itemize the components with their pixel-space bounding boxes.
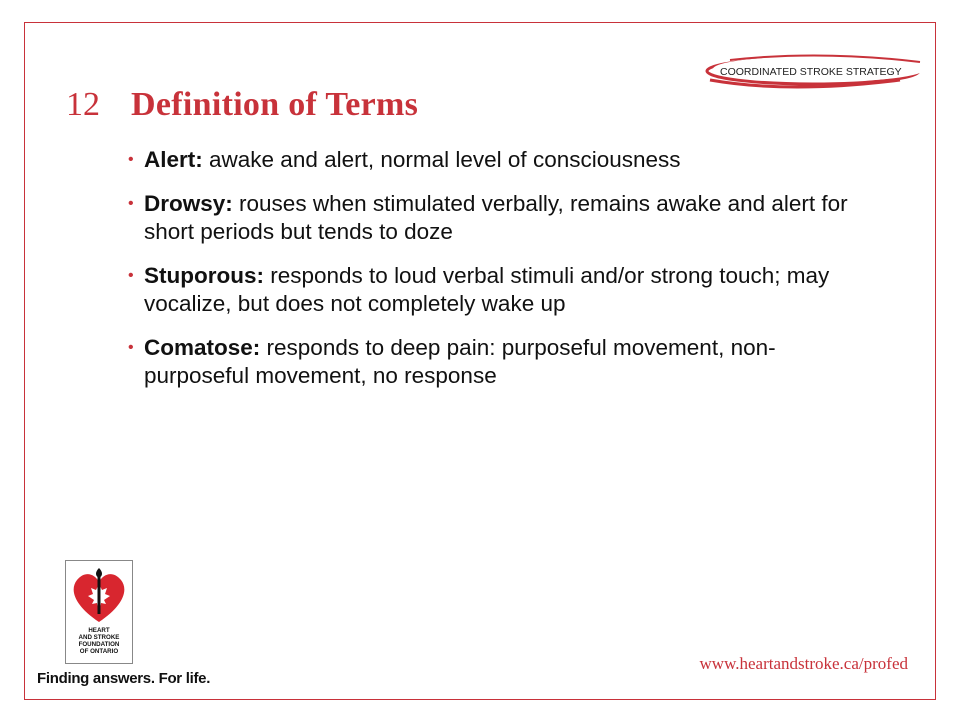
coordinated-stroke-strategy-logo xyxy=(700,50,930,94)
heart-and-stroke-foundation-logo xyxy=(65,560,133,664)
definition-item-alert xyxy=(128,146,848,174)
svg-text:HEART: HEART xyxy=(88,627,110,634)
term-label: Alert: xyxy=(144,147,203,172)
svg-text:FOUNDATION: FOUNDATION xyxy=(78,641,120,648)
slide-number: 12 xyxy=(66,86,100,123)
coordinated-stroke-strategy-text: COORDINATED STROKE STRATEGY xyxy=(720,66,902,78)
bullet-dot-icon: • xyxy=(128,267,134,284)
term-definition: awake and alert, normal level of consciousness xyxy=(202,147,681,172)
slide-title: Definition of Terms xyxy=(131,86,419,123)
term-label: Drowsy: xyxy=(144,191,233,216)
term-definition: responds to deep pain: purposeful movement, non-purposeful movement, no response xyxy=(144,335,776,388)
definition-item-comatose xyxy=(128,334,848,390)
definition-list xyxy=(128,146,848,406)
tagline: Finding answers. For life. xyxy=(37,670,211,687)
bullet-dot-icon: • xyxy=(128,195,134,212)
definition-item-drowsy xyxy=(128,190,848,246)
term-label: Comatose: xyxy=(144,335,261,360)
svg-text:OF ONTARIO: OF ONTARIO xyxy=(79,648,119,655)
term-definition: responds to loud verbal stimuli and/or strong touch; may vocalize, but does not completely wake up xyxy=(144,263,830,316)
definition-item-stuporous xyxy=(128,262,848,318)
term-label: Stuporous: xyxy=(144,263,264,288)
svg-text:AND STROKE: AND STROKE xyxy=(78,634,120,641)
footer-url[interactable]: www.heartandstroke.ca/profed xyxy=(699,654,908,673)
bullet-dot-icon: • xyxy=(128,339,134,356)
term-definition: rouses when stimulated verbally, remains awake and alert for short periods but tends to doze xyxy=(144,191,848,244)
torch-icon xyxy=(98,576,101,614)
bullet-dot-icon: • xyxy=(128,151,134,168)
